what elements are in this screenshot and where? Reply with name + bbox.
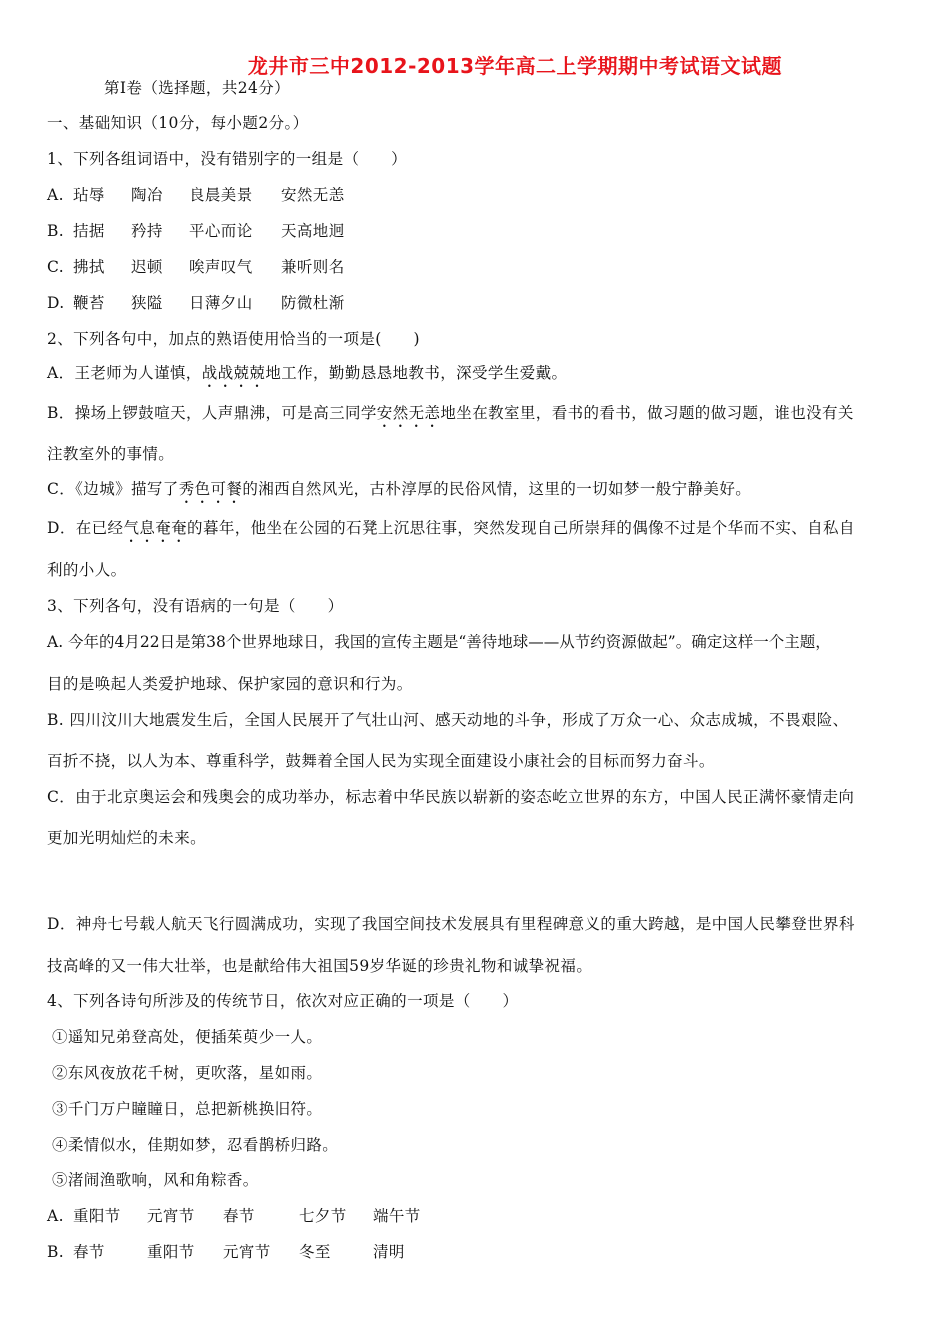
volume-heading: 第Ⅰ卷（选择题，共24分） [104,79,291,97]
dotted-idiom: 气息奄奄 [123,519,188,537]
q3-option-b-line1: B. 四川汶川大地震发生后，全国人民展开了气壮山河、感天动地的斗争，形成了万众一心、众志成城，不畏艰险、 [47,711,849,729]
q4-option-b: B. 春节 重阳节 元宵节 冬至 清明 [47,1243,405,1261]
exam-title: 龙井市三中2012-2013学年高二上学期期中考试语文试题 [247,54,783,78]
q1-option-b: B. 拮据 矜持 平心而论 天高地迥 [47,222,345,240]
q1-option-a: A. 玷辱 陶冶 良晨美景 安然无恙 [47,186,345,204]
q2-option-b-line1: B．操场上锣鼓喧天，人声鼎沸，可是高三同学安然无恙地坐在教室里，看书的看书，做习题的做习题，谁也没有关 [47,404,854,422]
q3-option-c-line1: C．由于北京奥运会和残奥会的成功举办，标志着中华民族以崭新的姿态屹立世界的东方，中国人民正满怀豪情走向 [47,788,855,806]
q4-poem-4: ④柔情似水，佳期如梦，忍看鹊桥归路。 [52,1136,339,1154]
q4-stem: 4、下列各诗句所涉及的传统节日，依次对应正确的一项是（ ） [47,992,519,1010]
q2-option-b-line2: 注教室外的事情。 [47,445,175,463]
q3-option-a-line2: 目的是唤起人类爱护地球、保护家园的意识和行为。 [47,675,413,693]
q1-option-c: C. 拂拭 迟顿 唉声叹气 兼听则名 [47,258,345,276]
q2-option-d-line2: 利的小人。 [47,561,127,579]
q1-option-d: D. 鞭苔 狭隘 日薄夕山 防微杜渐 [47,294,345,312]
q4-poem-1: ①遥知兄弟登高处，便插茱萸少一人。 [52,1028,323,1046]
dotted-idiom: 安然无恙 [376,404,441,422]
q4-poem-3: ③千门万户瞳瞳日，总把新桃换旧符。 [52,1100,323,1118]
q2-option-c: C．《边城》描写了秀色可餐的湘西自然风光，古朴淳厚的民俗风情，这里的一切如梦一般宁静美好。 [47,480,752,498]
q3-option-d-line2: 技高峰的又一伟大壮举，也是献给伟大祖国59岁华诞的珍贵礼物和诚挚祝福。 [47,957,593,975]
dotted-idiom: 战战兢兢 [201,364,266,382]
q3-option-a-line1: A. 今年的4月22日是第38个世界地球日，我国的宣传主题是“善待地球——从节约资源做起”。确定这样一个主题， [47,633,831,651]
q3-option-c-line2: 更加光明灿烂的未来。 [47,829,207,847]
dotted-idiom: 秀色可餐 [178,480,243,498]
q2-option-a: A．王老师为人谨慎，战战兢兢地工作，勤勤恳恳地教书，深受学生爱戴。 [47,364,568,382]
q1-stem: 1、下列各组词语中，没有错别字的一组是（ ） [47,150,408,168]
section-heading: 一、基础知识（10分，每小题2分。） [47,114,309,132]
q2-option-d-line1: D．在已经气息奄奄的暮年，他坐在公园的石凳上沉思往事，突然发现自己所崇拜的偶像不过是个华而不实、自私自 [47,519,855,537]
q2-stem: 2、下列各句中，加点的熟语使用恰当的一项是( ) [47,330,420,348]
q3-option-d-line1: D．神舟七号载人航天飞行圆满成功，实现了我国空间技术发展具有里程碑意义的重大跨越，是中国人民攀登世界科 [47,915,855,933]
q3-stem: 3、下列各句，没有语病的一句是（ ） [47,597,344,615]
q3-option-b-line2: 百折不挠，以人为本、尊重科学，鼓舞着全国人民为实现全面建设小康社会的目标而努力奋斗。 [47,752,715,770]
q4-poem-2: ②东风夜放花千树，更吹落，星如雨。 [52,1064,323,1082]
q4-poem-5: ⑤渚闹渔歌响，风和角粽香。 [52,1171,259,1189]
q4-option-a: A. 重阳节 元宵节 春节 七夕节 端午节 [47,1207,421,1225]
